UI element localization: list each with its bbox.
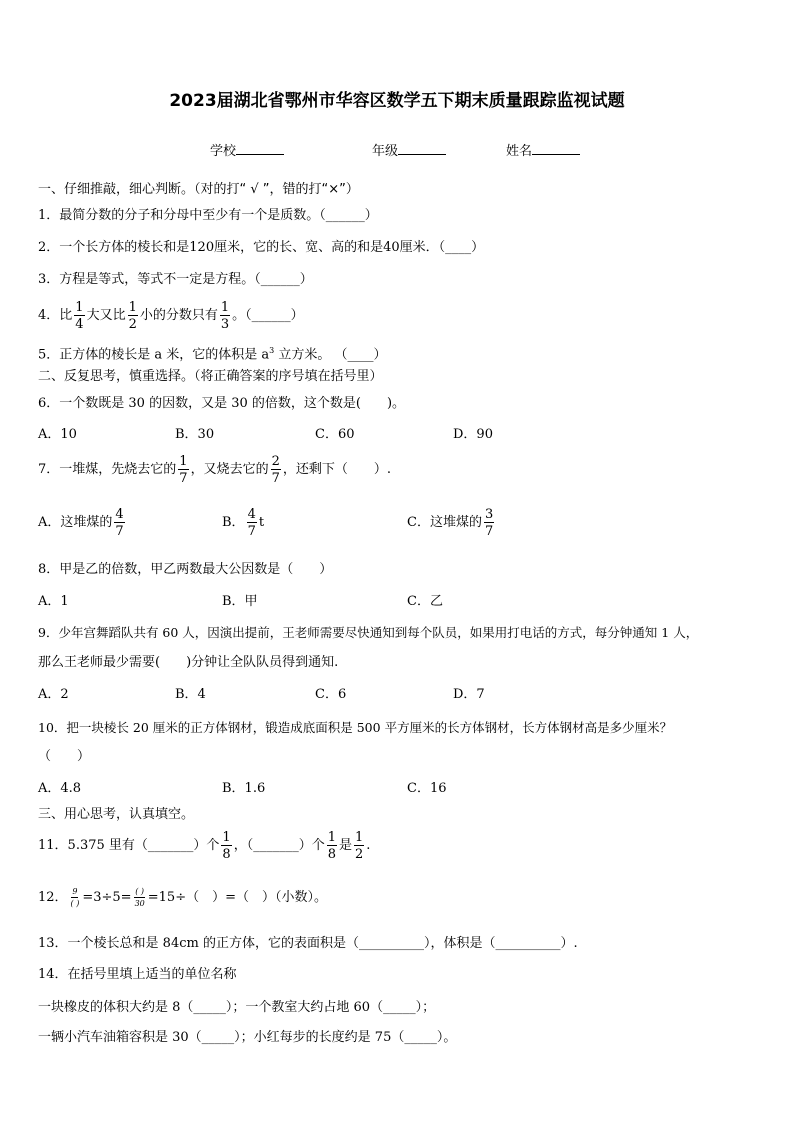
- fraction: $\frac{9}{( )}$: [70, 886, 80, 908]
- q9-option-c: C．6: [315, 687, 347, 702]
- q8-option-c: C．乙: [407, 594, 443, 609]
- section-3-heading: 三、用心思考，认真填空。: [38, 807, 195, 822]
- question-13: 13．一个棱长总和是 84cm 的正方体，它的表面积是（__________），体积是（__________）.: [38, 936, 578, 951]
- question-10-line-1: 10．把一块棱长 20 厘米的正方体钢材，锻造成底面积是 500 平方厘米的长方体钢材，长方体钢材高是多少厘米？: [38, 720, 673, 735]
- section-1-heading: 一、仔细推敲，细心判断。（对的打“ √ ”，错的打“×”）: [38, 182, 359, 197]
- q6-option-b: B．30: [175, 427, 215, 442]
- q9-option-a: A．2: [38, 687, 69, 702]
- fraction: $\frac{2}{7}$: [271, 453, 280, 486]
- question-8: 8．甲是乙的倍数，甲乙两数最大公因数是（ ）: [38, 562, 333, 577]
- school-field[interactable]: 学校: [210, 140, 284, 159]
- q8-option-a: A．1: [38, 594, 69, 609]
- fraction: $\frac{1}{3}$: [220, 299, 230, 332]
- fraction: $\frac{1}{8}$: [327, 829, 336, 862]
- q6-option-c: C．60: [315, 427, 355, 442]
- q10-option-a: A．4.8: [38, 781, 82, 796]
- question-1: 1．最简分数的分子和分母中至少有一个是质数。（______）: [38, 208, 378, 223]
- q7-option-b: B． $\frac{4}{7}$ t: [222, 506, 265, 539]
- fraction: $\frac{1}{7}$: [179, 453, 188, 486]
- question-14-heading: 14．在括号里填上适当的单位名称: [38, 967, 237, 982]
- q10-option-b: B．1.6: [222, 781, 266, 796]
- fraction: $\frac{1}{2}$: [128, 299, 137, 332]
- q7-option-a: A．这堆煤的 $\frac{4}{7}$: [38, 506, 124, 539]
- question-5: 5．正方体的棱长是 a 米，它的体积是 $a^3$ 立方米。 （____）: [38, 346, 387, 363]
- question-14-line-1: 一块橡皮的体积大约是 8（_____）；一个教室大约占地 60（_____）；: [38, 1000, 436, 1015]
- fraction: $\frac{1}{8}$: [222, 829, 231, 862]
- question-10-line-2: （ ）: [38, 749, 91, 764]
- question-12: 12． $\frac{9}{( )}$ =3÷5= $\frac{( )}{30}$ =15÷（ ）=（ ）（小数）。: [38, 886, 327, 908]
- question-3: 3．方程是等式，等式不一定是方程。（______）: [38, 272, 313, 287]
- q10-option-c: C．16: [407, 781, 447, 796]
- q9-option-d: D．7: [453, 687, 485, 702]
- question-11: 11．5.375 里有（_______）个 $\frac{1}{8}$ ，（_______）个 $\frac{1}{8}$ 是 $\frac{1}{2}$ .: [38, 829, 371, 862]
- q7-option-c: C．这堆煤的 $\frac{3}{7}$: [407, 506, 494, 539]
- fraction: $\frac{1}{2}$: [355, 829, 364, 862]
- section-2-heading: 二、反复思考，慎重选择。（将正确答案的序号填在括号里）: [38, 369, 383, 384]
- q8-option-b: B．甲: [222, 594, 258, 609]
- question-6: 6．一个数既是 30 的因数，又是 30 的倍数，这个数是( )。: [38, 396, 406, 411]
- q6-option-a: A．10: [38, 427, 77, 442]
- q6-option-d: D．90: [453, 427, 493, 442]
- grade-field[interactable]: 年级: [372, 140, 446, 159]
- q9-option-b: B．4: [175, 687, 206, 702]
- fraction: $\frac{1}{4}$: [75, 299, 84, 332]
- question-2: 2．一个长方体的棱长和是120厘米，它的长、宽、高的和是40厘米．（____）: [38, 240, 485, 255]
- question-7: 7．一堆煤，先烧去它的 $\frac{1}{7}$ ，又烧去它的 $\frac{2}{7}$ ，还剩下（ ）.: [38, 453, 391, 486]
- question-4: 4．比 $\frac{1}{4}$ 大又比 $\frac{1}{2}$ 小的分数只有 $\frac{1}{3}$ 。（______）: [38, 299, 304, 332]
- question-14-line-2: 一辆小汽车油箱容积是 30（_____）；小红每步的长度约是 75（_____）。: [38, 1030, 457, 1045]
- fraction: $\frac{( )}{30}$: [134, 886, 145, 908]
- question-9-line-2: 那么王老师最少需要( )分钟让全队队员得到通知.: [38, 655, 339, 670]
- name-field[interactable]: 姓名: [506, 140, 580, 159]
- page-title: 2023届湖北省鄂州市华容区数学五下期末质量跟踪监视试题: [169, 91, 625, 111]
- question-9-line-1: 9．少年宫舞蹈队共有 60 人，因演出提前，王老师需要尽快通知到每个队员，如果用打电话的方式，每分钟通知 1 人，: [38, 625, 699, 640]
